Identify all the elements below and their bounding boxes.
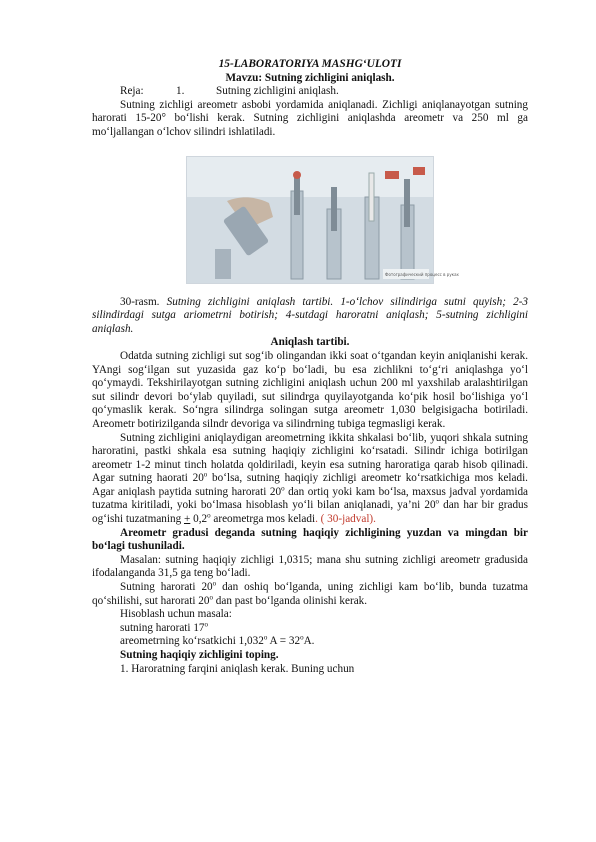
- calc-task: Sutning haqiqiy zichligini toping.: [120, 649, 279, 661]
- lab-title: 15-LABORATORIYA MASHG‘ULOTI: [218, 58, 402, 70]
- photo-illustration: [187, 157, 459, 283]
- text-run: Sutning harorati 20: [120, 581, 213, 594]
- plan-number: 1.: [176, 85, 185, 98]
- degree-sign: o: [281, 484, 285, 493]
- table-reference: . ( 30-jadval).: [315, 513, 376, 526]
- text-run: dan oshiq bo‘lganda, uning zichligi kam bo‘lib, bunda tuzatma qo‘shilishi, sut harorati 20: [92, 581, 528, 607]
- text-run: sutning harorati 17: [120, 621, 205, 634]
- text-run: A = 32: [267, 635, 301, 648]
- text-run: dan har bir gradus og‘ishi tuzatmaning: [92, 499, 528, 526]
- text-run: areometrga mos keladi: [210, 513, 316, 526]
- document-body: [92, 58, 528, 676]
- figure-container: [92, 154, 528, 286]
- text-run: 0,2: [190, 513, 208, 526]
- topic-subtitle: Mavzu: Sutning zichligini aniqlash.: [225, 71, 395, 84]
- temperature-paragraph: [92, 581, 528, 608]
- text-run: A.: [303, 635, 315, 648]
- degree-sign: o: [300, 633, 304, 642]
- text-run: bo‘lsa, sutning haqiqiy zichligi areometr ko‘rsatkichiga mos keladi. Agar aniqlash paytida sutning harorati 20: [92, 472, 528, 498]
- inset-text: Фотографический процесс в руках: [385, 271, 459, 277]
- text-run: Sutning zichligini aniqlaydigan areometrning ikkita shkalasi bo‘lib, yuqori shkala sutning haroratini, pastki shkala esa sutning haqiqiy zichligini ko‘rsatadi. Silindr ichiga botirilgan areometr 1-2 minut tinch holatda qoldiriladi, keyin esa sutning haroratiga qarab hisob qilinadi. Agar sutning haorati 20: [92, 431, 528, 485]
- plan-label: Reja:: [120, 85, 144, 98]
- procedure-paragraph: Odatda sutning zichligi sut sog‘ib olingandan ikki soat o‘tgandan keyin aniqlanishi kerak. YAngi sog‘ilgan sut yuzasida gaz ko‘p bo‘ladi, bu esa zichlikni to‘g‘ri aniqlashga yo‘l qo‘ymaydi. Tekshirilayotgan sutning zichligini aniqlash uchun 200 ml yaxshilab aralashtirilgan sut silindr devori bo‘ylab quyiladi, sut silindrga quyilayotganda ko‘pik hosil bo‘lishiga yo‘l qo‘ymaslik kerak. So‘ngra silindrga solingan sutga areometr 1,030 belgisigacha botiriladi. Areometr botirizilganda silndr devoriga va silindrning tubiga tegmasligi kerak.: [92, 349, 528, 430]
- text-run: dan past bo‘lganda olinishi kerak.: [212, 594, 368, 607]
- calc-heading: Hisoblash uchun masala:: [120, 608, 232, 621]
- degree-sign: o: [207, 511, 211, 520]
- caption-text: Sutning zichligini aniqlash tartibi. 1-o‘lchov silindiriga sutni quyish; 2-3 silindirdagi sutga ariometrni botirish; 4-sutdagi haroratni aniqlash; 5-sutning zichligini aniqlash.: [92, 295, 529, 335]
- degree-sign: o: [204, 620, 209, 629]
- plan-item: Sutning zichligini aniqlash.: [216, 85, 339, 98]
- text-run: areometrning ko‘rsatkichi 1,032: [120, 635, 264, 648]
- degree-sign: o: [209, 592, 213, 601]
- caption-prefix: 30-rasm.: [120, 295, 160, 308]
- text-run: dan ortiq yoki kam bo‘lsa, maxsus jadval yordamida tuzatma kiritiladi, yoki bo‘lmasa hisoblash yo‘li bilan aniqlanadi, ya’ni 20: [92, 485, 529, 512]
- scales-paragraph: [92, 432, 528, 527]
- plan-line: [92, 85, 528, 99]
- section-heading: Aniqlash tartibi.: [270, 336, 350, 349]
- degree-sign: o: [212, 579, 217, 588]
- degree-sign: o: [203, 470, 208, 479]
- calc-reading: [92, 635, 528, 649]
- degree-sign: o: [263, 633, 268, 642]
- figure-caption: [92, 296, 528, 337]
- plus-minus-sign: +: [183, 513, 191, 526]
- intro-paragraph: Sutning zichligi areometr asbobi yordamida aniqlanadi. Zichligi aniqlanayotgan sutning harorati 15-20° bo‘lishi kerak. Sutning zichligini aniqlashda areometr va 250 ml ga mo‘ljallangan o‘lchov silindri ishlatiladi.: [92, 98, 528, 138]
- example-paragraph: Masalan: sutning haqiqiy zichligi 1,0315; mana shu sutning zichligi areometr gradusida ifodalanganda 31,5 ga teng bo‘ladi.: [92, 553, 528, 580]
- lab-photo-figure: [186, 156, 459, 284]
- definition-paragraph: Areometr gradusi deganda sutning haqiqiy zichligining yuzdan va mingdan bir bo‘lagi tushuniladi.: [92, 526, 528, 553]
- degree-sign: o: [435, 497, 440, 506]
- calc-temperature: [92, 622, 528, 636]
- calc-step-1: 1. Haroratning farqini aniqlash kerak. Buning uchun: [120, 662, 355, 675]
